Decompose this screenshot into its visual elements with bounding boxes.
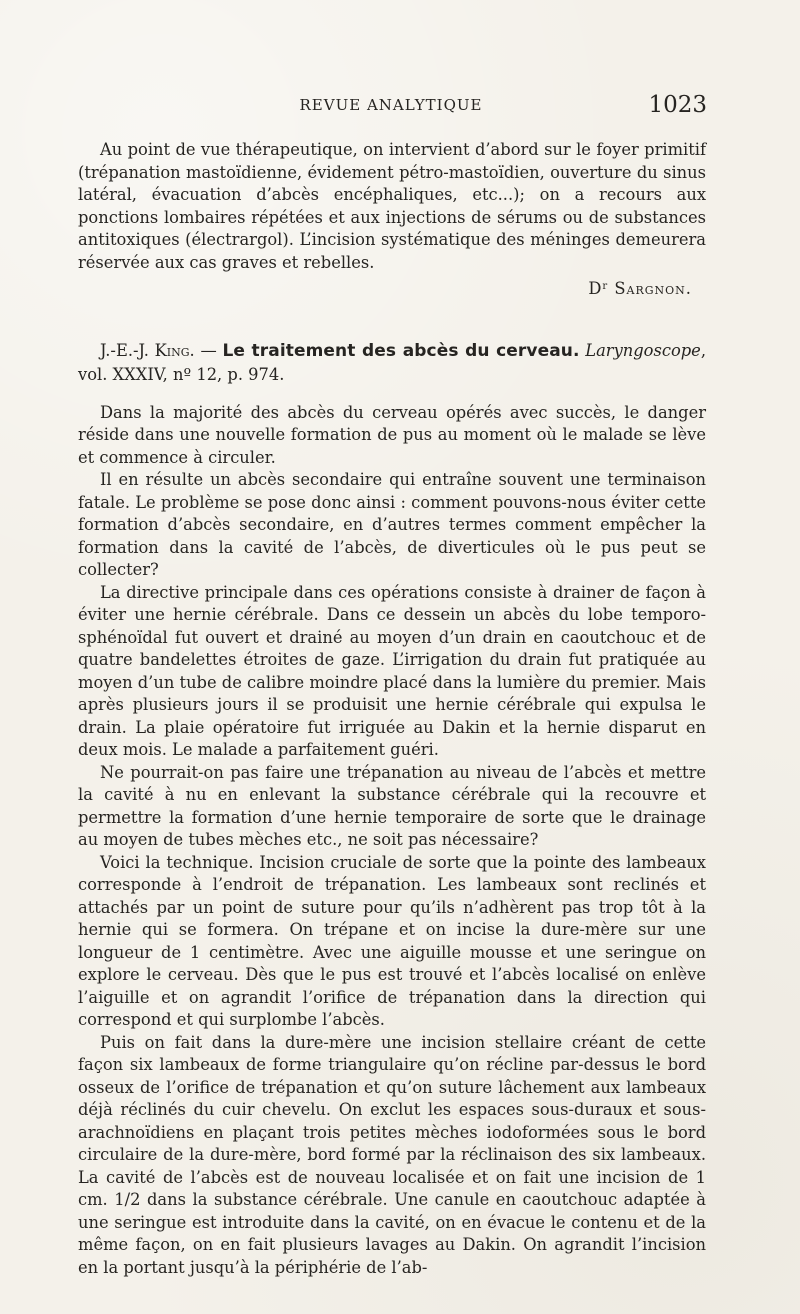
doctor-superscript: r [602, 281, 609, 292]
article-reference [78, 339, 706, 386]
body-paragraph-1: Dans la majorité des abcès du cerveau opérés avec succès, le danger réside dans une nouvelle formation de pus au moment où le malade se lève et commence à circuler. [78, 402, 706, 467]
reference-details: , vol. XXXIV, nº 12, p. 974. [78, 340, 706, 384]
reference-journal: Laryngoscope [585, 340, 701, 360]
running-title: REVUE ANALYTIQUE [299, 96, 483, 114]
body-paragraph-3: La directive principale dans ces opérations consiste à drainer de façon à éviter une hernie cérébrale. Dans ce dessein un abcès du lobe temporo-sphénoïdal fut ouvert et drainé au moyen d’un drain en caoutchouc et de quatre bandelettes étroites de gaze. L’irrigation du drain fut pratiquée au moyen d’un tube de calibre moindre placé dans la lumière du premier. Mais après plusieurs jours il se produisit une hernie cérébrale qui expulsa le drain. La plaie opératoire fut irriguée au Dakin et la hernie disparut en deux mois. Le malade a parfaitement guéri. [78, 582, 706, 759]
article-text [78, 139, 706, 1279]
doctor-prefix: D [588, 279, 603, 298]
page-header [75, 92, 707, 122]
reference-title: Le traitement des abcès du cerveau. [222, 340, 580, 361]
body-paragraph-4: Ne pourrait-on pas faire une trépanation au niveau de l’abcès et mettre la cavité à nu en enlevant la substance cérébrale qui la recouvre et permettre la formation d’une hernie temporaire de sorte que le drainage au moyen de tubes mèches etc., ne soit pas nécessaire? [78, 762, 706, 849]
reference-author: J.-E.-J. King. [100, 340, 195, 360]
page-number: 1023 [648, 92, 707, 118]
signature-name: Sargnon. [614, 279, 692, 298]
therapeutic-paragraph: Au point de vue thérapeutique, on intervient d’abord sur le foyer primitif (trépanation mastoïdienne, évidement pétro-mastoïdien, ouverture du sinus latéral, évacuation d’abcès encéphaliques, etc...); on a recours aux ponctions lombaires répétées et aux injections de sérums ou de substances antitoxiques (électrargol). L’incision systématique des méninges demeurera réservée aux cas graves et rebelles. [78, 140, 706, 272]
author-signature [78, 278, 692, 301]
body-paragraph-5: Voici la technique. Incision cruciale de sorte que la pointe des lambeaux corresponde à l’endroit de trépanation. Les lambeaux sont reclinés et attachés par un point de suture pour qu’ils n’adhèrent pas trop tôt à la hernie qui se formera. On trépane et on incise la dure-mère sur une longueur de 1 centimètre. Avec une aiguille mousse et une seringue on explore le cerveau. Dès que le pus est trouvé et l’abcès localisé on enlève l’aiguille et on agrandit l’orifice de trépanation dans la direction qui correspond et qui surplombe l’abcès. [78, 852, 706, 1029]
body-paragraph-6: Puis on fait dans la dure-mère une incision stellaire créant de cette façon six lambeaux de forme triangulaire qu’on récline par-dessus le bord osseux de l’orifice de trépanation et qu’on suture lâchement aux lambeaux déjà réclinés du cuir chevelu. On exclut les espaces sous-duraux et sous-arachnoïdiens en plaçant trois petites mèches iodoformées sous le bord circulaire de la dure-mère, bord formé par la réclinaison des six lambeaux. La cavité de l’abcès est de nouveau localisée et on fait une incision de 1 cm. 1/2 dans la substance cérébrale. Une canule en caoutchouc adaptée à une seringue est introduite dans la cavité, on en évacue le contenu et de la même façon, on en fait plusieurs lavages au Dakin. On agrandit l’incision en la portant jusqu’à la périphérie de l’ab- [78, 1032, 706, 1277]
reference-dash: — [194, 340, 223, 360]
body-paragraph-2: Il en résulte un abcès secondaire qui entraîne souvent une terminaison fatale. Le problème se pose donc ainsi : comment pouvons-nous éviter cette formation d’abcès secondaire, en d’autres termes comment empêcher la formation dans la cavité de l’abcès, de diverticules où le pus peut se collecter? [78, 470, 706, 579]
